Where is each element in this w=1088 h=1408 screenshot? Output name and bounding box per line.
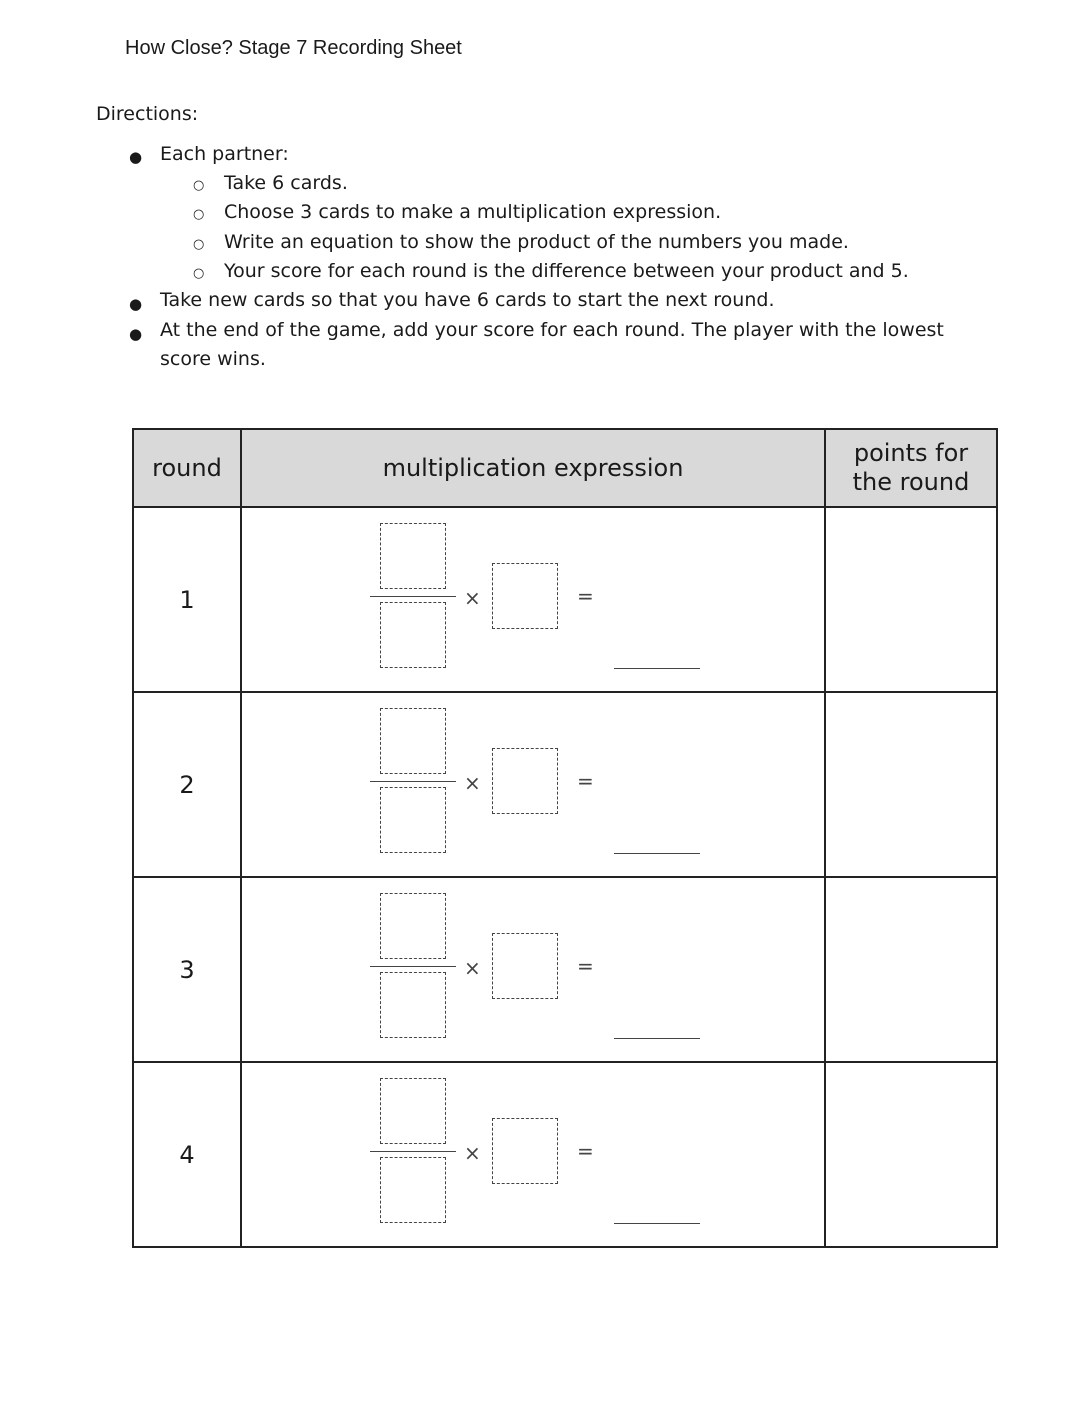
whole-number-card-box[interactable] <box>492 933 558 999</box>
numerator-card-box[interactable] <box>380 523 446 589</box>
expression-cell <box>241 507 825 692</box>
fraction-bar <box>370 596 456 597</box>
points-cell[interactable] <box>825 877 997 1062</box>
direction-choose-cards: Choose 3 cards to make a multiplication expression. <box>224 201 722 223</box>
round-number: 4 <box>133 1062 241 1247</box>
whole-number-card-box[interactable] <box>492 748 558 814</box>
direction-each-partner: Each partner: <box>160 143 289 165</box>
fraction-bar <box>370 781 456 782</box>
equals-symbol: = <box>577 584 594 608</box>
multiplication-expression <box>242 878 824 1061</box>
table-row <box>133 692 997 877</box>
expression-cell <box>241 877 825 1062</box>
fraction-bar <box>370 966 456 967</box>
bullet-marker: ● <box>129 295 143 313</box>
header-points <box>825 429 997 507</box>
denominator-card-box[interactable] <box>380 972 446 1038</box>
times-symbol: × <box>464 586 481 610</box>
points-cell[interactable] <box>825 692 997 877</box>
denominator-card-box[interactable] <box>380 787 446 853</box>
answer-line[interactable] <box>614 853 700 854</box>
sub-bullet-marker: ○ <box>193 237 205 252</box>
multiplication-expression <box>242 693 824 876</box>
sub-bullet-marker: ○ <box>193 266 205 281</box>
directions-heading: Directions: <box>96 103 199 125</box>
equals-symbol: = <box>577 1139 594 1163</box>
denominator-card-box[interactable] <box>380 602 446 668</box>
whole-number-card-box[interactable] <box>492 563 558 629</box>
bullet-marker: ● <box>129 148 143 166</box>
direction-take-cards: Take 6 cards. <box>224 172 348 194</box>
times-symbol: × <box>464 956 481 980</box>
numerator-card-box[interactable] <box>380 893 446 959</box>
direction-end-game-cont: score wins. <box>160 348 266 370</box>
equals-symbol: = <box>577 769 594 793</box>
sub-bullet-marker: ○ <box>193 178 205 193</box>
table-row <box>133 507 997 692</box>
expression-cell <box>241 692 825 877</box>
table-row <box>133 1062 997 1247</box>
bullet-marker: ● <box>129 325 143 343</box>
multiplication-expression <box>242 1063 824 1246</box>
multiplication-expression <box>242 508 824 691</box>
round-number: 2 <box>133 692 241 877</box>
whole-number-card-box[interactable] <box>492 1118 558 1184</box>
times-symbol: × <box>464 771 481 795</box>
round-number: 3 <box>133 877 241 1062</box>
answer-line[interactable] <box>614 668 700 669</box>
times-symbol: × <box>464 1141 481 1165</box>
header-points-line2: the round <box>852 468 970 496</box>
points-cell[interactable] <box>825 1062 997 1247</box>
header-round: round <box>133 429 241 507</box>
direction-score-rule: Your score for each round is the difference between your product and 5. <box>224 260 909 282</box>
denominator-card-box[interactable] <box>380 1157 446 1223</box>
fraction-bar <box>370 1151 456 1152</box>
recording-table <box>132 428 998 1248</box>
round-number: 1 <box>133 507 241 692</box>
direction-new-cards: Take new cards so that you have 6 cards to start the next round. <box>160 289 775 311</box>
answer-line[interactable] <box>614 1038 700 1039</box>
header-points-line1: points for <box>853 439 969 467</box>
points-cell[interactable] <box>825 507 997 692</box>
equals-symbol: = <box>577 954 594 978</box>
direction-end-game: At the end of the game, add your score for each round. The player with the lowest <box>160 319 944 341</box>
answer-line[interactable] <box>614 1223 700 1224</box>
expression-cell <box>241 1062 825 1247</box>
sub-bullet-marker: ○ <box>193 207 205 222</box>
page-title: How Close? Stage 7 Recording Sheet <box>125 37 462 59</box>
numerator-card-box[interactable] <box>380 708 446 774</box>
numerator-card-box[interactable] <box>380 1078 446 1144</box>
table-row <box>133 877 997 1062</box>
header-expression: multiplication expression <box>241 429 825 507</box>
direction-write-equation: Write an equation to show the product of the numbers you made. <box>224 231 849 253</box>
